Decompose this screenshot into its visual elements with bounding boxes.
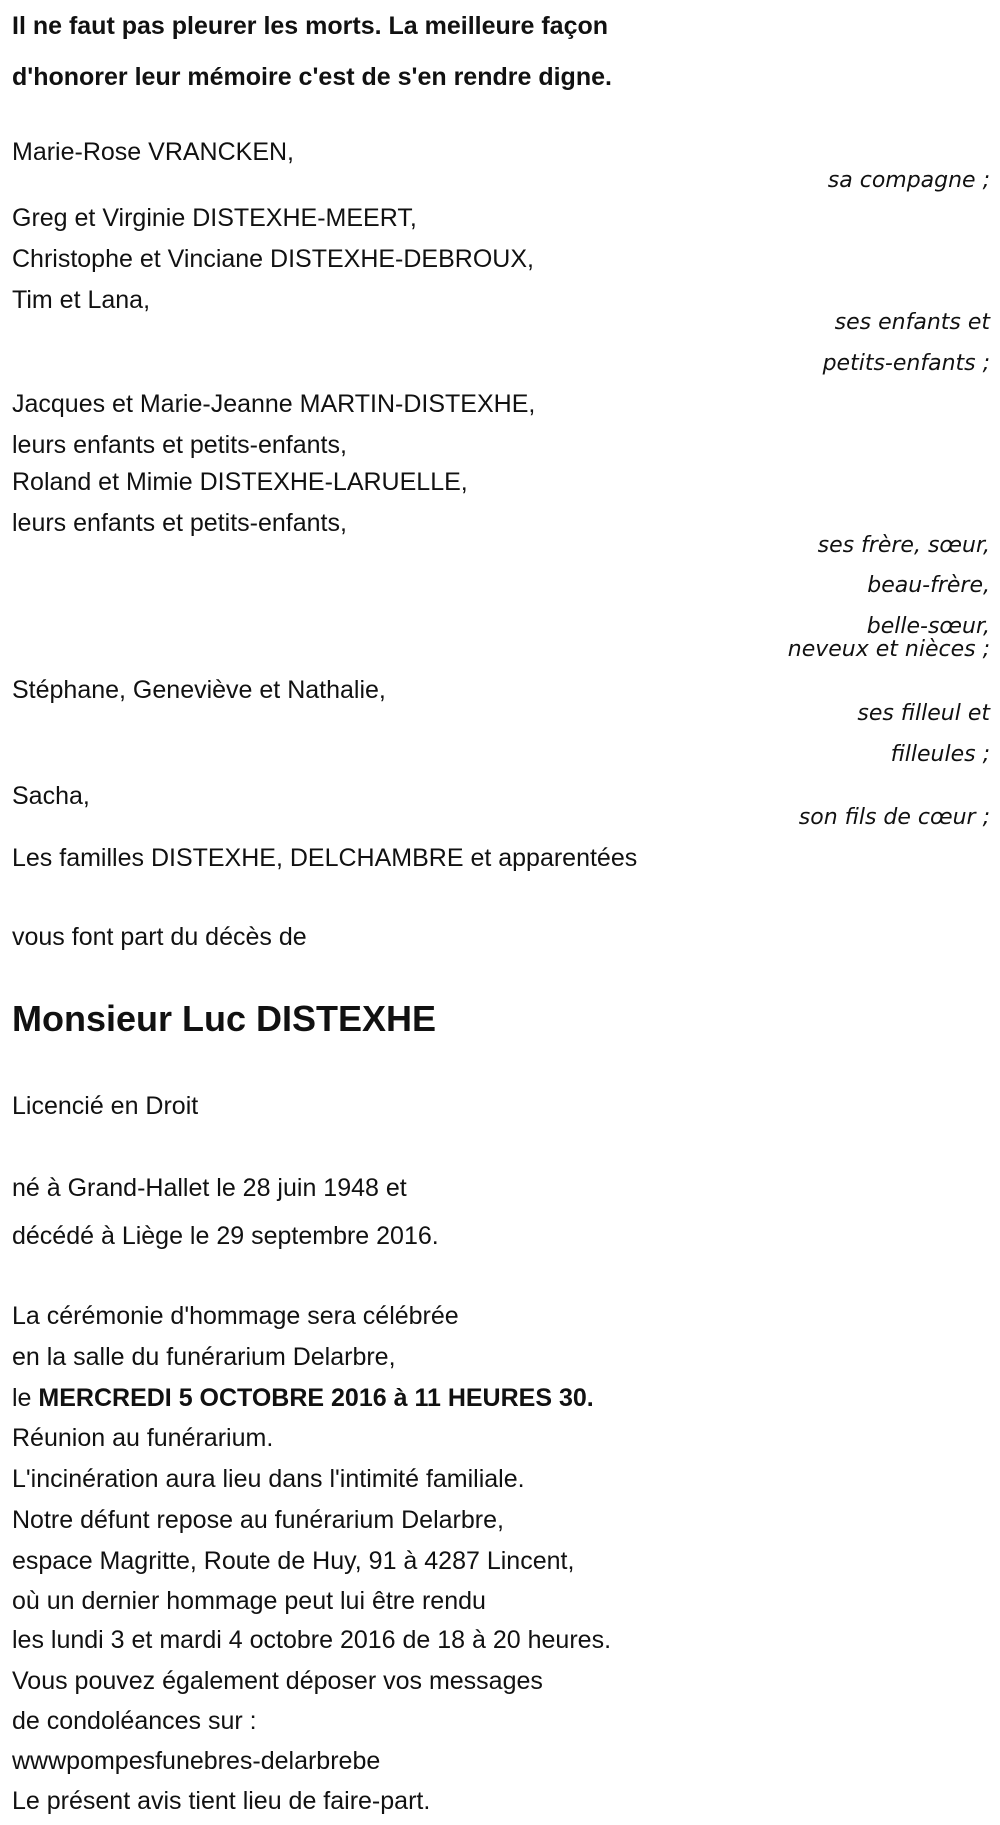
announcement: vous font part du décès de <box>12 923 307 951</box>
siblings-role: belle-sœur, <box>866 614 990 639</box>
ceremony-line: Le présent avis tient lieu de faire-part. <box>12 1787 431 1815</box>
siblings-role: neveux et nièces ; <box>787 637 990 662</box>
sibling-name: Roland et Mimie DISTEXHE-LARUELLE, <box>12 468 468 496</box>
ceremony-date-prefix: le <box>12 1384 39 1412</box>
death-line: décédé à Liège le 29 septembre 2016. <box>12 1222 439 1250</box>
ceremony-date <box>12 1383 594 1413</box>
quote-line: Il ne faut pas pleurer les morts. La meilleure façon <box>12 12 609 40</box>
condolence-website: wwwpompesfunebres-delarbrebe <box>12 1747 381 1775</box>
ceremony-line: Notre défunt repose au funérarium Delarbre, <box>12 1506 504 1534</box>
heart-son-role: son fils de cœur ; <box>798 805 990 830</box>
heart-son-name: Sacha, <box>12 782 90 810</box>
ceremony-line: les lundi 3 et mardi 4 octobre 2016 de 18 à 20 heures. <box>12 1626 612 1654</box>
deceased-title: Licencié en Droit <box>12 1092 199 1120</box>
godchildren-role: filleules ; <box>890 742 990 767</box>
child-name: Greg et Virginie DISTEXHE-MEERT, <box>12 204 417 232</box>
godchildren-names: Stéphane, Geneviève et Nathalie, <box>12 676 386 704</box>
ceremony-line: La cérémonie d'hommage sera célébrée <box>12 1302 459 1330</box>
ceremony-line: L'incinération aura lieu dans l'intimité familiale. <box>12 1465 525 1493</box>
children-role: petits-enfants ; <box>822 351 990 376</box>
children-role: ses enfants et <box>834 310 990 335</box>
ceremony-line: espace Magritte, Route de Huy, 91 à 4287 Lincent, <box>12 1547 575 1575</box>
sibling-name: Jacques et Marie-Jeanne MARTIN-DISTEXHE, <box>12 390 536 418</box>
siblings-role: beau-frère, <box>867 573 990 598</box>
companion-role: sa compagne ; <box>827 168 990 193</box>
ceremony-line: de condoléances sur : <box>12 1707 257 1735</box>
ceremony-line: Vous pouvez également déposer vos messages <box>12 1667 543 1695</box>
companion-name: Marie-Rose VRANCKEN, <box>12 138 295 166</box>
child-name: Tim et Lana, <box>12 286 151 314</box>
child-name: Christophe et Vinciane DISTEXHE-DEBROUX, <box>12 245 534 273</box>
sibling-name: leurs enfants et petits-enfants, <box>12 431 347 459</box>
siblings-role: ses frère, sœur, <box>817 533 990 558</box>
families-line: Les familles DISTEXHE, DELCHAMBRE et apparentées <box>12 844 638 872</box>
ceremony-line: en la salle du funérarium Delarbre, <box>12 1343 396 1371</box>
deceased-name: Monsieur Luc DISTEXHE <box>12 998 437 1039</box>
godchildren-role: ses filleul et <box>857 701 990 726</box>
birth-line: né à Grand-Hallet le 28 juin 1948 et <box>12 1174 407 1202</box>
sibling-name: leurs enfants et petits-enfants, <box>12 509 347 537</box>
quote-line: d'honorer leur mémoire c'est de s'en rendre digne. <box>12 63 612 91</box>
ceremony-date-bold: MERCREDI 5 OCTOBRE 2016 à 11 HEURES 30. <box>38 1384 594 1412</box>
ceremony-line: où un dernier hommage peut lui être rendu <box>12 1587 486 1615</box>
ceremony-line: Réunion au funérarium. <box>12 1424 274 1452</box>
